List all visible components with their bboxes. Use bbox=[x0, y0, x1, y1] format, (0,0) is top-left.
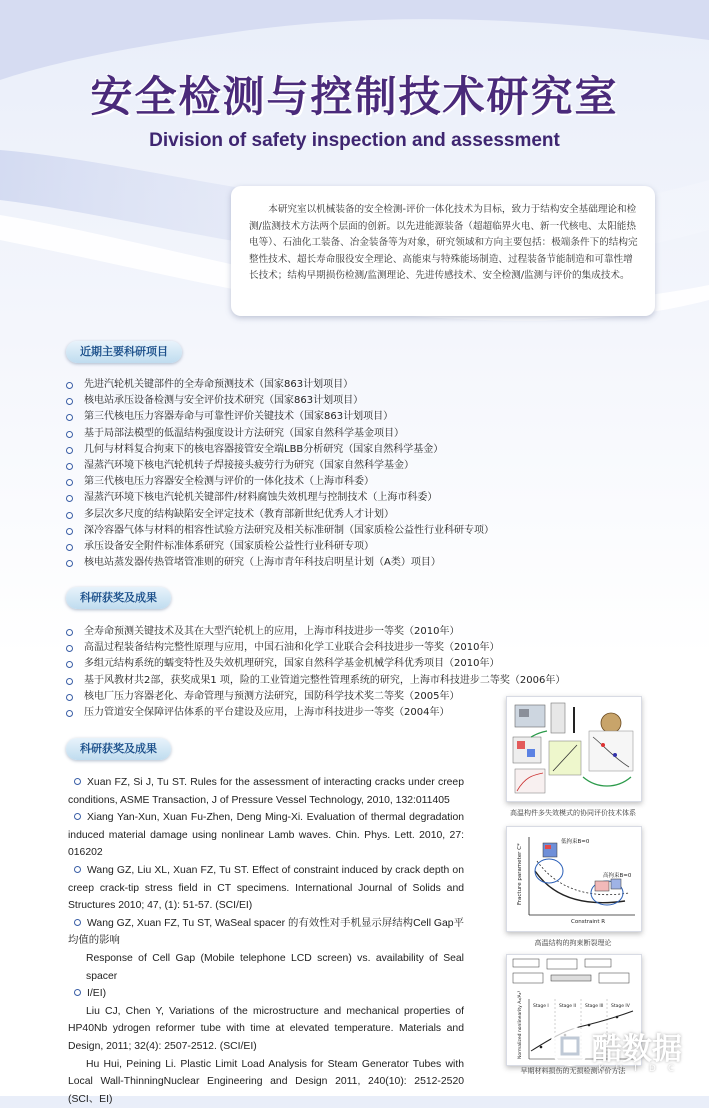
bullet-icon bbox=[66, 661, 73, 668]
list-item: 压力管道安全保障评估体系的平台建设及应用，上海市科技进步一等奖（2004年） bbox=[66, 705, 565, 721]
intro-text: 本研究室以机械装备的安全检测-评价一体化技术为目标，致力于结构安全基础理论和检测/监测技术方法两个层面的创新。以先进能源装备（超超临界火电、新一代核电、太阳能热电等）、石油化工装备、冶金装备等为对象，研究领域和方向主要包括：极端条件下的结构完整性技术、超长寿命服役安全理论、高能束与特殊能场制造、过程装备节能制造和可靠性增长技术；结构早期损伤检测/监测理论、先进传感技术、安全检测/监测与评价的集成技术。 bbox=[249, 202, 641, 285]
list-item: 核电站承压设备检测与安全评价技术研究（国家863计划项目） bbox=[66, 393, 494, 409]
bullet-icon bbox=[74, 989, 81, 996]
bullet-icon bbox=[66, 382, 73, 389]
fig2-y-label: Fracture parameter C* bbox=[517, 843, 523, 905]
bullet-icon bbox=[66, 512, 73, 519]
list-item: 第三代核电压力容器寿命与可靠性评价关键技术（国家863计划项目） bbox=[66, 409, 494, 425]
award-list bbox=[66, 624, 565, 721]
figure-constraint-fracture-graphic bbox=[507, 827, 641, 931]
list-item: 全寿命预测关键技术及其在大型汽轮机上的应用，上海市科技进步一等奖（2010年） bbox=[66, 624, 565, 640]
list-item: 先进汽轮机关键部件的全寿命预测技术（国家863计划项目） bbox=[66, 377, 494, 393]
fig3-y-label: Normalized nonlinearity A₂/A₁² bbox=[517, 990, 523, 1059]
list-item: 承压设备安全附件标准体系研究（国家质检公益性行业科研专项） bbox=[66, 539, 494, 555]
bullet-icon bbox=[74, 866, 81, 873]
bullet-icon bbox=[66, 629, 73, 636]
publication-item: Liu CJ, Chen Y, Variations of the microstructure and mechanical properties of HP40Nb ydrogen reformer tube with time at elevated temperature. Materials and Design, 2011; 32(4): 2507-2512. (SCI/EI) bbox=[68, 1003, 464, 1056]
figure-constraint-fracture bbox=[506, 826, 642, 932]
fig2-low-label: 低拘束B=0 bbox=[561, 837, 590, 845]
list-item: 深冷容器气体与材料的相容性试验方法研究及相关标准研制（国家质检公益性行业科研专项） bbox=[66, 523, 494, 539]
bullet-icon bbox=[74, 778, 81, 785]
publication-item: Response of Cell Gap (Mobile telephone LCD screen) vs. availability of Seal spacer bbox=[68, 950, 464, 985]
fig2-high-label: 高拘束B=0 bbox=[603, 871, 632, 879]
bullet-icon bbox=[66, 678, 73, 685]
section-header-projects: 近期主要科研项目 bbox=[66, 341, 182, 363]
bullet-icon bbox=[66, 560, 73, 567]
publication-item: Wang GZ, Xuan FZ, Tu ST, WaSeal spacer 的有效性对手机显示屏结构Cell Gap平均值的影响 bbox=[68, 915, 464, 950]
figure-caption: 高温构件多失效模式的协同评价技术体系 bbox=[506, 808, 640, 818]
watermark-subtext: KUIDC bbox=[598, 1064, 686, 1074]
section-header-publications: 科研获奖及成果 bbox=[66, 738, 171, 760]
list-item: 基于风教材共2部，获奖成果1 项，险的工业管道完整性管理系统的研究，上海市科技进步二等奖（2006年） bbox=[66, 673, 565, 689]
publication-item: Hu Hui, Peining Li. Plastic Limit Load Analysis for Steam Generator Tubes with Local Wall-ThinningNuclear Engineering and Design 2011, 240(10): 2512-2520 (SCI、EI) bbox=[68, 1056, 464, 1108]
watermark-text: 酷数据 bbox=[592, 1024, 682, 1068]
figure-caption: 高温结构的拘束断裂理论 bbox=[506, 938, 640, 948]
figure-caption: 早期材料损伤的无损检测评价方法 bbox=[506, 1066, 640, 1076]
bullet-icon bbox=[66, 694, 73, 701]
fig3-stage-label: Stage III bbox=[585, 1003, 603, 1009]
fig3-stage-label: Stage I bbox=[533, 1003, 549, 1009]
watermark bbox=[548, 1018, 698, 1078]
list-item: 湿蒸汽环境下核电汽轮机关键部件/材料腐蚀失效机理与控制技术（上海市科委） bbox=[66, 490, 494, 506]
list-item: 多层次多尺度的结构缺陷安全评定技术（教育部新世纪优秀人才计划） bbox=[66, 507, 494, 523]
list-item: 几何与材料复合拘束下的核电容器接管安全端LBB分析研究（国家自然科学基金） bbox=[66, 442, 494, 458]
fig2-x-label: Constraint R bbox=[571, 919, 605, 925]
bullet-icon bbox=[66, 544, 73, 551]
list-item: 核电站蒸发器传热管堵管准则的研究（上海市青年科技启明星计划（A类）项目） bbox=[66, 555, 494, 571]
fig3-stage-label: Stage II bbox=[559, 1003, 576, 1009]
page-subtitle: Division of safety inspection and assessment bbox=[0, 130, 709, 152]
list-item: 高温过程装备结构完整性原理与应用，中国石油和化学工业联合会科技进步一等奖（2010年） bbox=[66, 640, 565, 656]
bullet-icon bbox=[66, 447, 73, 454]
section-header-awards: 科研获奖及成果 bbox=[66, 587, 171, 609]
publication-item: Xuan FZ, Si J, Tu ST. Rules for the assessment of interacting cracks under creep conditions, ASME Transaction, J of Pressure Vessel Technology, 2010, 132:011405 bbox=[68, 774, 464, 809]
intro-box bbox=[231, 186, 655, 316]
project-list bbox=[66, 377, 494, 571]
list-item: 基于局部法模型的低温结构强度设计方法研究（国家自然科学基金项目） bbox=[66, 426, 494, 442]
list-item: 第三代核电压力容器安全检测与评价的一体化技术（上海市科委） bbox=[66, 474, 494, 490]
watermark-logo-icon bbox=[548, 1024, 592, 1068]
list-item: 核电厂压力容器老化、寿命管理与预测方法研究，国防科学技术奖二等奖（2005年） bbox=[66, 689, 565, 705]
publication-item: I/EI) bbox=[68, 985, 464, 1003]
bullet-icon bbox=[66, 479, 73, 486]
bullet-icon bbox=[66, 414, 73, 421]
bullet-icon bbox=[74, 919, 81, 926]
publication-item: Xiang Yan-Xun, Xuan Fu-Zhen, Deng Ming-Xi. Evaluation of thermal degradation induced material damage using nonlinear Lamb waves. Chin. Phys. Lett. 2010, 27: 016202 bbox=[68, 809, 464, 862]
bullet-icon bbox=[74, 813, 81, 820]
list-item: 湿蒸汽环境下核电汽轮机转子焊接接头疲劳行为研究（国家自然科学基金） bbox=[66, 458, 494, 474]
bullet-icon bbox=[66, 710, 73, 717]
page-title: 安全检测与控制技术研究室 bbox=[0, 64, 709, 124]
fig3-stage-label: Stage IV bbox=[611, 1003, 631, 1009]
bullet-icon bbox=[66, 463, 73, 470]
list-item: 多组元结构系统的蠕变特性及失效机理研究，国家自然科学基金机械学科优秀项目（2010年） bbox=[66, 656, 565, 672]
publication-list bbox=[68, 774, 464, 1108]
bullet-icon bbox=[66, 528, 73, 535]
bullet-icon bbox=[66, 645, 73, 652]
bullet-icon bbox=[66, 398, 73, 405]
bullet-icon bbox=[66, 495, 73, 502]
figure-evaluation-system-graphic bbox=[507, 697, 641, 801]
figure-evaluation-system bbox=[506, 696, 642, 802]
bullet-icon bbox=[66, 431, 73, 438]
publication-item: Wang GZ, Liu XL, Xuan FZ, Tu ST. Effect of constraint induced by crack depth on creep crack-tip stress field in CT specimens. International Journal of Solids and Structures 2010; 47, (1): 51-57. (SCI/EI) bbox=[68, 862, 464, 915]
